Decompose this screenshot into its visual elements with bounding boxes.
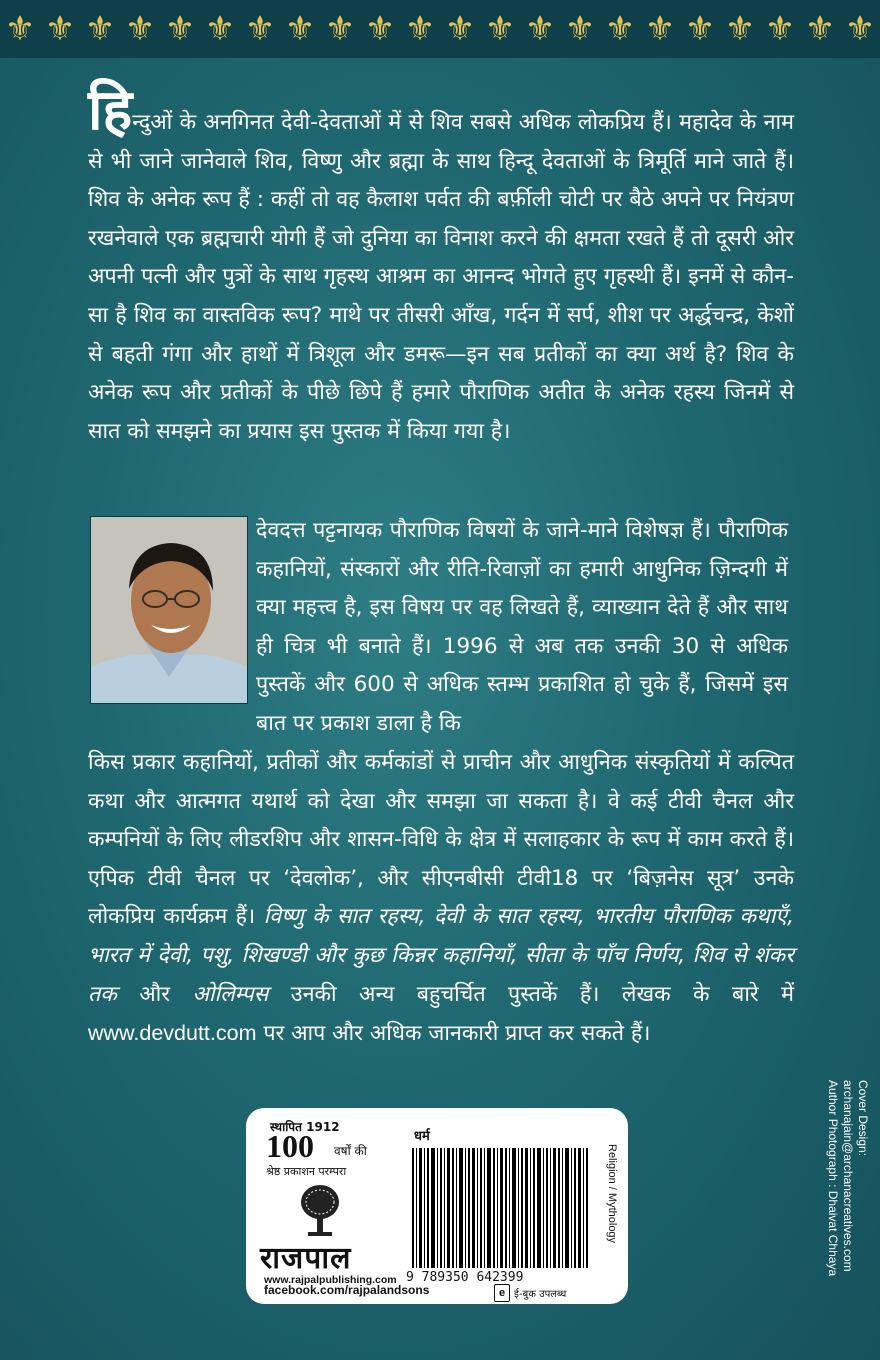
fleur-ornament-icon: ⚜ (44, 9, 76, 49)
author-portrait-icon (91, 517, 247, 703)
bio-text: किस प्रकार कहानियों, प्रतीकों और कर्मकांडों से प्राचीन और आधुनिक संस्कृतियों में कल्पित कथा और आत्मगत यथार्थ को देखा और समझा जा सकता है। वे कई टीवी चैनल और कम्पनियों के लिए लीडरशिप और शासन-विधि के क्षेत्र में सलाहकार के रूप में काम करते हैं। एपिक टीवी चैनल पर ‘देवलोक’, और सीएनबीसी टीवी18 पर ‘बिज़नेस सूत्र’ उनके लोकप्रिय कार्यक्रम हैं। (88, 750, 794, 930)
credit-photographer: Author Photograph : Dhaivat Chhaya (826, 1080, 840, 1277)
fleur-ornament-icon: ⚜ (444, 9, 476, 49)
isbn-barcode (412, 1148, 588, 1268)
established-label: स्थापित 1912 (270, 1120, 340, 1134)
cover-credits (806, 1080, 870, 1316)
publisher-tagline: श्रेष्ठ प्रकाशन परम्परा (266, 1165, 347, 1178)
book-title-olympus: ओलिम्पस (192, 981, 269, 1007)
fleur-ornament-icon: ⚜ (804, 9, 836, 49)
fleur-ornament-icon: ⚜ (684, 9, 716, 49)
tree-logo-icon (298, 1182, 342, 1238)
category-hindi: धर्म (414, 1129, 430, 1144)
publisher-facebook: facebook.com/rajpalandsons (264, 1283, 430, 1297)
fleur-ornament-icon: ⚜ (364, 9, 396, 49)
fleur-ornament-icon: ⚜ (484, 9, 516, 49)
years-word: वर्षों की (334, 1144, 367, 1158)
author-bio-intro: देवदत्त पट्टनायक पौराणिक विषयों के जाने-माने विशेषज्ञ हैं। पौराणिक कहानियों, संस्कारों और रीति-रिवाज़ों का हमारी आधुनिक ज़िन्दगी में क्या महत्त्व है, इस विषय पर वह लिखते हैं, व्याख्यान देते हैं और साथ ही चित्र भी बनाते हैं। 1996 से अब तक उनकी 30 से अधिक पुस्तकें और 600 से अधिक स्तम्भ प्रकाशित हो चुके हैं, जिसमें इस बात पर प्रकाश डाला है कि (256, 518, 788, 736)
fleur-ornament-icon: ⚜ (164, 9, 196, 49)
fleur-ornament-icon: ⚜ (724, 9, 756, 49)
publisher-logo: राजपाल (260, 1241, 352, 1276)
fleur-ornament-icon: ⚜ (124, 9, 156, 49)
ornamental-border (0, 0, 880, 58)
drop-cap: हि (88, 78, 133, 143)
isbn-digits: 9 789350 642399 (406, 1270, 524, 1285)
years-number: 100 (266, 1128, 314, 1164)
ebook-icon: e (494, 1284, 510, 1302)
fleur-ornament-icon: ⚜ (244, 9, 276, 49)
book-titles: विष्णु के सात रहस्य, देवी के सात रहस्य, भारतीय पौराणिक कथाएँ, भारत में देवी, पशु, शिखण्डी और कुछ किन्नर कहानियाँ, सीता के पाँच निर्णय, शिव से शंकर तक (88, 904, 794, 1007)
category-english: Religion / Mythology (606, 1144, 618, 1244)
bio-and: और (139, 981, 171, 1007)
author-photo (90, 516, 248, 704)
fleur-ornament-icon: ⚜ (604, 9, 636, 49)
author-bio-continued (88, 744, 794, 1054)
ebook-label: ई-बुक उपलब्ध (514, 1289, 567, 1300)
fleur-ornament-icon: ⚜ (524, 9, 556, 49)
publisher-barcode-panel (246, 1108, 628, 1304)
bio-text-2: उनकी अन्य बहुचर्चित पुस्तकें हैं। लेखक के बारे में (290, 981, 795, 1007)
fleur-ornament-icon: ⚜ (844, 9, 876, 49)
fleur-ornament-icon: ⚜ (324, 9, 356, 49)
fleur-ornament-icon: ⚜ (84, 9, 116, 49)
fleur-ornament-icon: ⚜ (284, 9, 316, 49)
fleur-ornament-icon: ⚜ (564, 9, 596, 49)
synopsis-text: न्दुओं के अनगिनत देवी-देवताओं में से शिव सबसे अधिक लोकप्रिय हैं। महादेव के नाम से भी जाने जानेवाले शिव, विष्णु और ब्रह्मा के साथ हिन्दू देवताओं के त्रिमूर्ति माने जाते हैं। शिव के अनेक रूप हैं : कहीं तो वह कैलाश पर्वत की बर्फ़ीली चोटी पर बैठे अपने पर नियंत्रण रखनेवाले एक ब्रह्मचारी योगी हैं जो दुनिया का विनाश करने की क्षमता रखते हैं तो दूसरी ओर अपनी पत्नी और पुत्रों के साथ गृहस्थ आश्रम का आनन्द भोगते हुए गृहस्थी हैं। इनमें से कौन-सा है शिव का वास्तविक रूप? माथे पर तीसरी आँख, गर्दन में सर्प, शीश पर अर्द्धचन्द्र, केशों से बहती गंगा और हाथों में त्रिशूल और डमरू—इन सब प्रतीकों का क्या अर्थ है? शिव के अनेक रूप और प्रतीकों के पीछे छिपे हैं हमारे पौराणिक अतीत के अनेक रहस्य जिनमें से सात को समझने का प्रयास इस पुस्तक में किया गया है। (88, 110, 794, 444)
bio-text-3: पर आप और अधिक जानकारी प्राप्त कर सकते हैं। (263, 1021, 651, 1047)
credit-design-label: Cover Design: (856, 1080, 870, 1157)
fleur-ornament-icon: ⚜ (644, 9, 676, 49)
fleur-ornament-icon: ⚜ (4, 9, 36, 49)
book-synopsis (88, 78, 794, 451)
fleur-ornament-icon: ⚜ (404, 9, 436, 49)
publisher-website: www.rajpalpublishing.com (264, 1274, 397, 1286)
author-website: www.devdutt.com (88, 1021, 257, 1046)
fleur-ornament-icon: ⚜ (204, 9, 236, 49)
fleur-ornament-icon: ⚜ (764, 9, 796, 49)
credit-designer-email: archanajain@archanacreatives.com (841, 1080, 855, 1272)
